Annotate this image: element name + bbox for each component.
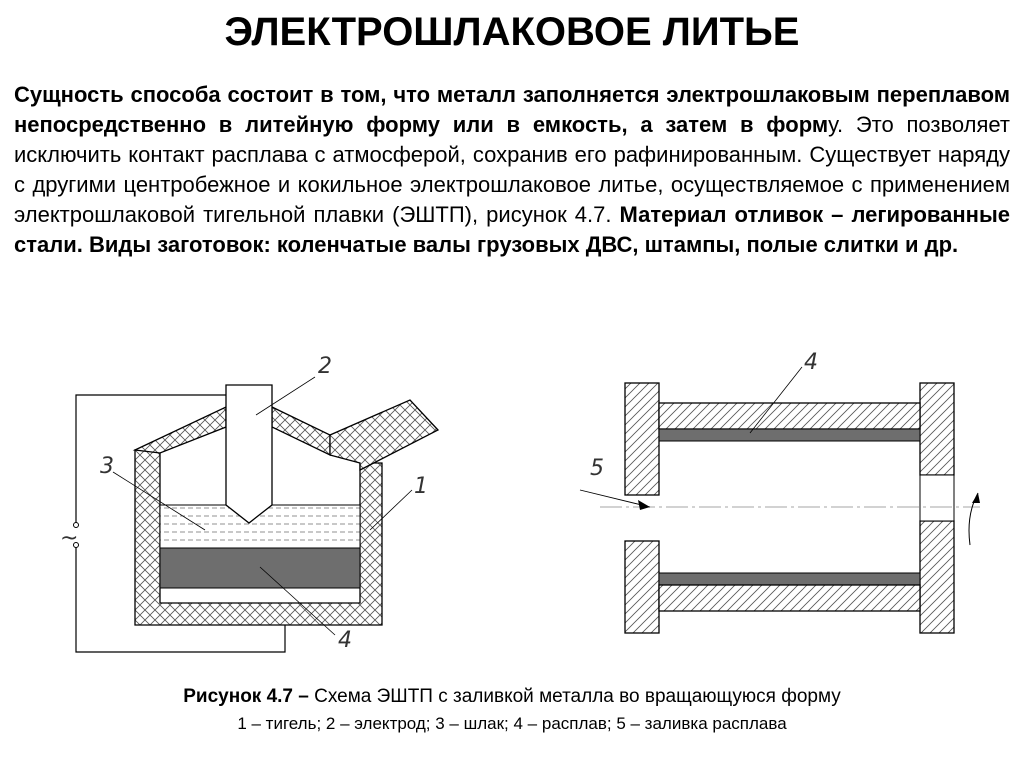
label-electrode: 2	[318, 354, 332, 379]
page-title: ЭЛЕКТРОШЛАКОВОЕ ЛИТЬЕ	[224, 10, 800, 54]
figure-legend: 1 – тигель; 2 – электрод; 3 – шлак; 4 – расплав; 5 – заливка расплава	[237, 714, 787, 733]
body-paragraph	[14, 80, 1010, 260]
label-pour: 5	[590, 456, 604, 481]
paragraph-bold-intro: Сущность способа состоит в том, что металл заполняется электрошлаковым переплавом непосредственно в литейную форму или в емкость, а затем в форм	[14, 82, 1010, 137]
label-melt: 4	[804, 350, 818, 375]
mold-top-shell	[659, 403, 920, 441]
rotating-mold-diagram	[570, 345, 1000, 665]
mold-bottom-shell	[659, 573, 920, 611]
label-slag: 3	[100, 454, 114, 479]
label-crucible: 1	[414, 474, 428, 499]
mold-right-cap	[920, 383, 954, 633]
melt-layer	[160, 548, 360, 588]
paragraph-intro-tail: у	[828, 112, 837, 137]
paragraph-normal: . Это позволяет исключить контакт расплава с атмосферой, сохранив его рафинированным. Существует наряду с другими центробежное и кокильное электрошлаковое литье, осуществляемое с применением электрошлаковой тигельной плавки (ЭШТП), рисунок 4.7.	[14, 112, 1010, 227]
figure-caption	[0, 686, 1024, 708]
crucible-diagram	[60, 345, 460, 665]
ac-source-symbol: ~	[60, 526, 79, 551]
rotation-arrow-icon	[969, 493, 980, 545]
caption-number: Рисунок 4.7 –	[183, 686, 309, 707]
electrode	[226, 385, 272, 523]
label-melt: 4	[338, 628, 352, 653]
caption-text: Схема ЭШТП с заливкой металла во вращающуюся форму	[308, 686, 841, 707]
paragraph-bold-outro: Материал отливок – легированные стали. Виды заготовок: коленчатые валы грузовых ДВС, штампы, полые слитки и др.	[14, 202, 1010, 257]
